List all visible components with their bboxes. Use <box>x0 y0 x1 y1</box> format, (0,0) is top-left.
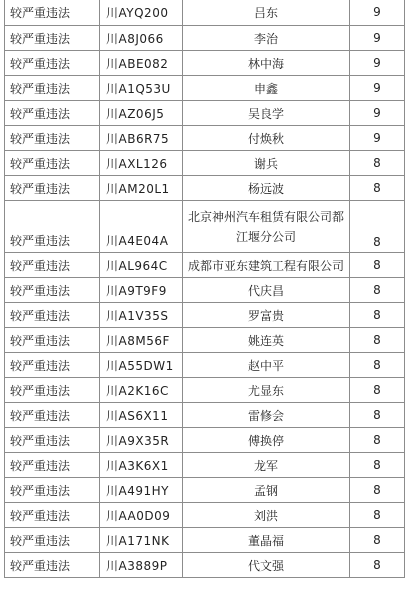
plate-number-cell: 川A9X35R <box>100 428 183 453</box>
violation-count-cell: 8 <box>350 503 405 528</box>
violation-count-cell: 8 <box>350 378 405 403</box>
violation-count-cell: 8 <box>350 553 405 578</box>
violation-type-cell: 较严重违法 <box>5 303 100 328</box>
table-row <box>5 403 405 428</box>
violation-count-cell: 8 <box>350 353 405 378</box>
violation-type-cell: 较严重违法 <box>5 503 100 528</box>
plate-number-cell: 川A4E04A <box>100 201 183 253</box>
table-row <box>5 353 405 378</box>
owner-cell: 雷修会 <box>183 403 350 428</box>
plate-number-cell: 川AB6R75 <box>100 126 183 151</box>
table-row <box>5 278 405 303</box>
violation-type-cell: 较严重违法 <box>5 151 100 176</box>
violation-type-cell: 较严重违法 <box>5 76 100 101</box>
owner-cell: 赵中平 <box>183 353 350 378</box>
owner-cell: 代庆昌 <box>183 278 350 303</box>
violation-type-cell: 较严重违法 <box>5 378 100 403</box>
plate-number-cell: 川A8J066 <box>100 26 183 51</box>
owner-cell: 罗富贵 <box>183 303 350 328</box>
owner-cell: 成都市亚东建筑工程有限公司 <box>183 253 350 278</box>
table-row <box>5 51 405 76</box>
table-row <box>5 176 405 201</box>
table-row <box>5 26 405 51</box>
plate-number-cell: 川AL964C <box>100 253 183 278</box>
owner-cell: 谢兵 <box>183 151 350 176</box>
plate-number-cell: 川A9T9F9 <box>100 278 183 303</box>
table-row <box>5 378 405 403</box>
plate-number-cell: 川A3889P <box>100 553 183 578</box>
violation-count-cell: 9 <box>350 126 405 151</box>
table-row <box>5 503 405 528</box>
violation-count-cell: 8 <box>350 201 405 253</box>
violation-table-body <box>5 0 405 578</box>
owner-cell: 尤显东 <box>183 378 350 403</box>
violation-count-cell: 9 <box>350 101 405 126</box>
violation-count-cell: 8 <box>350 176 405 201</box>
table-row <box>5 328 405 353</box>
plate-number-cell: 川AM20L1 <box>100 176 183 201</box>
violation-count-cell: 8 <box>350 528 405 553</box>
violation-count-cell: 8 <box>350 278 405 303</box>
violation-type-cell: 较严重违法 <box>5 553 100 578</box>
owner-cell: 吕东 <box>183 0 350 26</box>
table-row <box>5 428 405 453</box>
violation-count-cell: 9 <box>350 76 405 101</box>
table-row <box>5 76 405 101</box>
owner-cell: 姚连英 <box>183 328 350 353</box>
plate-number-cell: 川ABE082 <box>100 51 183 76</box>
plate-number-cell: 川A1Q53U <box>100 76 183 101</box>
plate-number-cell: 川A2K16C <box>100 378 183 403</box>
plate-number-cell: 川AS6X11 <box>100 403 183 428</box>
violation-type-cell: 较严重违法 <box>5 353 100 378</box>
violation-type-cell: 较严重违法 <box>5 0 100 26</box>
violation-count-cell: 9 <box>350 26 405 51</box>
violation-type-cell: 较严重违法 <box>5 478 100 503</box>
table-row <box>5 253 405 278</box>
violation-type-cell: 较严重违法 <box>5 126 100 151</box>
table-row <box>5 303 405 328</box>
owner-cell: 孟钢 <box>183 478 350 503</box>
violation-count-cell: 8 <box>350 328 405 353</box>
violation-count-cell: 8 <box>350 303 405 328</box>
owner-cell: 代文强 <box>183 553 350 578</box>
owner-cell: 傅换停 <box>183 428 350 453</box>
plate-number-cell: 川A8M56F <box>100 328 183 353</box>
plate-number-cell: 川A1V35S <box>100 303 183 328</box>
violation-type-cell: 较严重违法 <box>5 278 100 303</box>
violation-type-cell: 较严重违法 <box>5 101 100 126</box>
plate-number-cell: 川AYQ200 <box>100 0 183 26</box>
table-row <box>5 528 405 553</box>
owner-cell: 刘洪 <box>183 503 350 528</box>
owner-cell: 北京神州汽车租赁有限公司都江堰分公司 <box>183 201 350 253</box>
owner-cell: 董晶福 <box>183 528 350 553</box>
violation-count-cell: 8 <box>350 428 405 453</box>
violation-count-cell: 8 <box>350 403 405 428</box>
violation-type-cell: 较严重违法 <box>5 51 100 76</box>
table-row <box>5 453 405 478</box>
owner-cell: 林中海 <box>183 51 350 76</box>
table-row <box>5 101 405 126</box>
plate-number-cell: 川AZ06J5 <box>100 101 183 126</box>
violation-type-cell: 较严重违法 <box>5 328 100 353</box>
violation-type-cell: 较严重违法 <box>5 201 100 253</box>
owner-cell: 杨远波 <box>183 176 350 201</box>
table-row <box>5 553 405 578</box>
owner-cell: 吴良学 <box>183 101 350 126</box>
table-row <box>5 478 405 503</box>
violation-count-cell: 9 <box>350 51 405 76</box>
table-row <box>5 201 405 253</box>
owner-cell: 龙军 <box>183 453 350 478</box>
plate-number-cell: 川AXL126 <box>100 151 183 176</box>
owner-cell: 付焕秋 <box>183 126 350 151</box>
violation-count-cell: 9 <box>350 0 405 26</box>
violation-type-cell: 较严重违法 <box>5 176 100 201</box>
violation-type-cell: 较严重违法 <box>5 428 100 453</box>
violation-count-cell: 8 <box>350 453 405 478</box>
plate-number-cell: 川A491HY <box>100 478 183 503</box>
violation-count-cell: 8 <box>350 478 405 503</box>
owner-cell: 申鑫 <box>183 76 350 101</box>
table-row <box>5 0 405 26</box>
owner-cell: 李治 <box>183 26 350 51</box>
violation-type-cell: 较严重违法 <box>5 528 100 553</box>
violation-table-sheet <box>4 0 404 578</box>
table-row <box>5 126 405 151</box>
violation-type-cell: 较严重违法 <box>5 253 100 278</box>
violation-type-cell: 较严重违法 <box>5 453 100 478</box>
violation-table <box>4 0 405 578</box>
plate-number-cell: 川A55DW1 <box>100 353 183 378</box>
table-row <box>5 151 405 176</box>
plate-number-cell: 川A171NK <box>100 528 183 553</box>
violation-count-cell: 8 <box>350 151 405 176</box>
violation-type-cell: 较严重违法 <box>5 26 100 51</box>
violation-type-cell: 较严重违法 <box>5 403 100 428</box>
violation-count-cell: 8 <box>350 253 405 278</box>
plate-number-cell: 川AA0D09 <box>100 503 183 528</box>
plate-number-cell: 川A3K6X1 <box>100 453 183 478</box>
